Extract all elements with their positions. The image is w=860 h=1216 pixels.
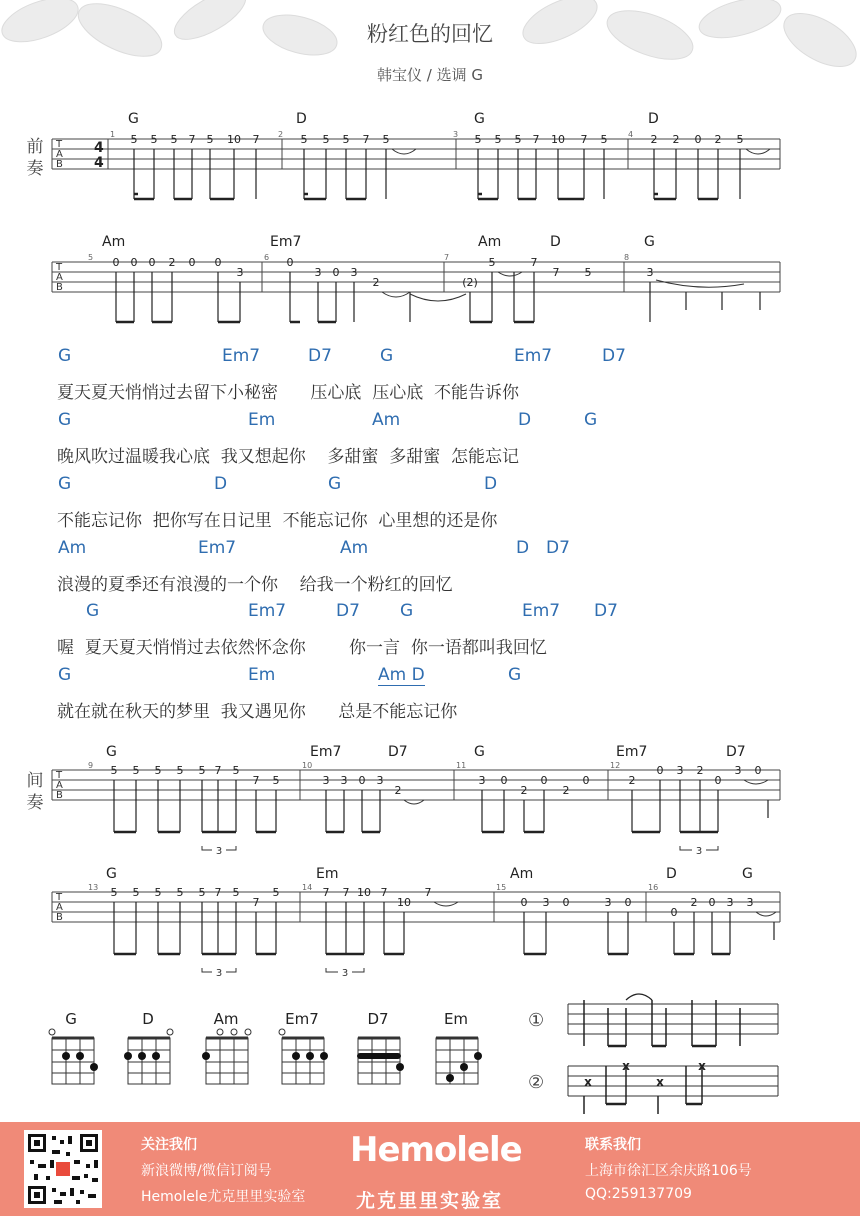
lyric-chord: D — [518, 410, 532, 430]
tab-note: 5 — [176, 886, 184, 899]
tab-note: 5 — [232, 764, 240, 777]
svg-text:A: A — [56, 272, 63, 283]
rhythm-pattern-label: ② — [528, 1072, 545, 1093]
chord-label: G — [474, 111, 485, 127]
tab-note: 0 — [562, 896, 570, 909]
tab-note: 2 — [168, 256, 176, 269]
tab-note: 0 — [670, 906, 678, 919]
tab-note: 5 — [198, 764, 206, 777]
chord-diagrams — [0, 1000, 520, 1100]
brand-subtitle: 尤克里里实验室 — [356, 1190, 504, 1212]
lyric-chord: Am — [58, 538, 87, 558]
tab-staff-row-1 — [0, 105, 860, 215]
lyric-chord: D7 — [308, 346, 332, 366]
svg-text:B: B — [56, 790, 63, 801]
tab-note: 0 — [358, 774, 366, 787]
measure-number: 2 — [278, 130, 284, 139]
header-decoration — [0, 0, 860, 110]
triplet-mark: 3 — [215, 968, 223, 978]
chord-label: D — [648, 111, 659, 127]
lyric-chord: D7 — [546, 538, 570, 558]
chord-label: D7 — [726, 744, 746, 760]
string-label-t: T — [56, 139, 63, 150]
lyric-chord: D — [214, 474, 228, 494]
tab-note: 3 — [676, 764, 684, 777]
lyric-chord: Am D — [378, 665, 425, 685]
triplet-mark: 3 — [695, 846, 703, 856]
chord-label: G — [106, 866, 117, 882]
tab-note: 0 — [540, 774, 548, 787]
lyric-chord-line — [0, 538, 860, 562]
tab-note: 7 — [322, 886, 330, 899]
lyric-line: 不能忘记你 把你写在日记里 不能忘记你 心里想的还是你 — [57, 511, 498, 531]
lyric-chord: Em7 — [222, 346, 261, 366]
string-label-a: A — [56, 149, 63, 160]
tab-note: 5 — [132, 886, 140, 899]
lyric-chord: Em7 — [198, 538, 237, 558]
tab-note: 0 — [112, 256, 120, 269]
tab-note: 2 — [672, 133, 680, 146]
tab-note: 5 — [272, 774, 280, 787]
lyric-chord: G — [58, 410, 72, 430]
chord-label: D7 — [388, 744, 408, 760]
chord-label: Am — [102, 234, 126, 250]
chord-label: D — [666, 866, 677, 882]
tab-note: 0 — [500, 774, 508, 787]
tab-note: 0 — [656, 764, 664, 777]
chord-label: Em7 — [616, 744, 648, 760]
lyric-chord: D7 — [602, 346, 626, 366]
tab-note: 5 — [130, 133, 138, 146]
tab-note: 5 — [110, 764, 118, 777]
lyric-chord: G — [400, 601, 414, 621]
chord-diagram-name: G — [65, 1010, 77, 1028]
contact-title: 联系我们 — [585, 1137, 641, 1153]
lyric-chord: G — [86, 601, 100, 621]
lyric-chord-line — [0, 410, 860, 434]
tab-note: 5 — [154, 886, 162, 899]
svg-text:x: x — [584, 1075, 592, 1089]
tab-note: 5 — [154, 764, 162, 777]
measure-number: 11 — [456, 761, 467, 770]
tab-note: 0 — [520, 896, 528, 909]
tab-note: 3 — [646, 266, 654, 279]
svg-text:x: x — [656, 1075, 664, 1089]
lyric-chord: D — [484, 474, 498, 494]
tab-note: 10 — [397, 896, 411, 909]
tab-note: 3 — [322, 774, 330, 787]
measure-number: 3 — [453, 130, 459, 139]
tab-staff-row-3 — [0, 736, 860, 856]
lyric-chord: Am — [372, 410, 401, 430]
tab-note: 0 — [332, 266, 340, 279]
lyric-chord: Em7 — [514, 346, 553, 366]
tab-note: 0 — [286, 256, 294, 269]
tab-note: 7 — [530, 256, 538, 269]
interlude-label: 间奏 — [26, 771, 44, 813]
tab-note: 5 — [494, 133, 502, 146]
tab-note: 0 — [754, 764, 762, 777]
svg-text:T: T — [56, 892, 63, 903]
chord-diagram-name: Em7 — [285, 1010, 319, 1028]
follow-title: 关注我们 — [141, 1137, 197, 1153]
tab-note: 5 — [584, 266, 592, 279]
footer — [0, 1122, 860, 1216]
chord-diagram-name: D7 — [367, 1010, 389, 1028]
chord-diagram-name: Am — [213, 1010, 239, 1028]
tab-note: 3 — [314, 266, 322, 279]
rhythm-patterns — [520, 990, 800, 1120]
tab-note: 5 — [110, 886, 118, 899]
lyric-chord: G — [380, 346, 394, 366]
tab-note: 2 — [690, 896, 698, 909]
tab-note: 0 — [624, 896, 632, 909]
chord-label: G — [644, 234, 655, 250]
tab-note: 2 — [696, 764, 704, 777]
tab-note: 0 — [188, 256, 196, 269]
chord-label: G — [128, 111, 139, 127]
string-label-b: B — [56, 159, 63, 170]
lyric-line: 晚风吹过温暖我心底 我又想起你 多甜蜜 多甜蜜 怎能忘记 — [57, 447, 520, 467]
chord-label: Em7 — [270, 234, 302, 250]
tab-note: 7 — [380, 886, 388, 899]
tab-note: 10 — [357, 886, 371, 899]
tab-note: 10 — [227, 133, 241, 146]
svg-text:B: B — [56, 912, 63, 923]
lyric-chord: G — [58, 474, 72, 494]
tab-note: 7 — [532, 133, 540, 146]
tab-note: 5 — [198, 886, 206, 899]
svg-text:A: A — [56, 902, 63, 913]
lyric-chord: Em — [248, 665, 276, 685]
tab-note: 5 — [300, 133, 308, 146]
triplet-mark: 3 — [341, 968, 349, 978]
measure-number: 1 — [110, 130, 116, 139]
tab-note: 3 — [340, 774, 348, 787]
tab-note: 7 — [214, 764, 222, 777]
lyric-chord: Em7 — [522, 601, 561, 621]
tab-note: (2) — [462, 276, 478, 289]
measure-number: 15 — [496, 883, 507, 892]
chord-label: G — [742, 866, 753, 882]
tab-note: 5 — [514, 133, 522, 146]
tab-note: 3 — [604, 896, 612, 909]
measure-number: 9 — [88, 761, 94, 770]
lyric-line: 夏天夏天悄悄过去留下小秘密 压心底 压心底 不能告诉你 — [57, 383, 520, 403]
tab-note: 5 — [600, 133, 608, 146]
tab-note: 2 — [520, 784, 528, 797]
tab-note: 5 — [232, 886, 240, 899]
lyric-chord: Em — [248, 410, 276, 430]
tab-note: 3 — [734, 764, 742, 777]
time-sig-bottom: 4 — [94, 155, 104, 171]
measure-number: 14 — [302, 883, 313, 892]
lyric-chord: D — [516, 538, 530, 558]
measure-number: 5 — [88, 253, 94, 262]
tab-note: 10 — [551, 133, 565, 146]
song-subtitle: 韩宝仪 / 选调 G — [377, 66, 483, 84]
tab-note: 3 — [236, 266, 244, 279]
tab-note: 5 — [150, 133, 158, 146]
lyric-chord: Em7 — [248, 601, 287, 621]
lyric-chord-line — [0, 665, 860, 689]
rhythm-pattern-label: ① — [528, 1010, 545, 1031]
triplet-mark: 3 — [215, 846, 223, 856]
tab-note: 5 — [474, 133, 482, 146]
lyric-chord: G — [584, 410, 598, 430]
svg-text:B: B — [56, 282, 63, 293]
tab-note: 5 — [322, 133, 330, 146]
chord-label: Am — [510, 866, 534, 882]
lyric-line: 就在就在秋天的梦里 我又遇见你 总是不能忘记你 — [57, 702, 458, 722]
chord-label: D — [550, 234, 561, 250]
song-title: 粉红色的回忆 — [367, 22, 493, 46]
tab-note: 7 — [252, 896, 260, 909]
svg-text:x: x — [622, 1059, 630, 1073]
tab-note: 3 — [478, 774, 486, 787]
tab-note: 0 — [582, 774, 590, 787]
lyric-chord: D7 — [336, 601, 360, 621]
chord-label: Em7 — [310, 744, 342, 760]
measure-number: 6 — [264, 253, 270, 262]
lyric-chord-line — [0, 346, 860, 370]
tab-note: 5 — [736, 133, 744, 146]
follow-line-2: Hemolele尤克里里实验室 — [141, 1189, 306, 1205]
measure-number: 13 — [88, 883, 99, 892]
tab-note: 5 — [206, 133, 214, 146]
tab-note: 0 — [130, 256, 138, 269]
tab-note: 7 — [362, 133, 370, 146]
tab-note: 2 — [628, 774, 636, 787]
tab-note: 3 — [376, 774, 384, 787]
lyric-chord: G — [58, 665, 72, 685]
lyric-chord-line — [0, 601, 860, 625]
svg-text:x: x — [698, 1059, 706, 1073]
tab-note: 2 — [650, 133, 658, 146]
svg-text:T: T — [56, 770, 63, 781]
chord-label: D — [296, 111, 307, 127]
tab-note: 2 — [394, 784, 402, 797]
qr-code[interactable] — [24, 1130, 102, 1208]
tab-note: 7 — [580, 133, 588, 146]
measure-number: 7 — [444, 253, 450, 262]
tab-note: 2 — [562, 784, 570, 797]
time-sig-top: 4 — [94, 140, 104, 156]
contact-address: 上海市徐汇区余庆路106号 — [585, 1163, 752, 1179]
lyric-chord: G — [58, 346, 72, 366]
tab-note: 3 — [350, 266, 358, 279]
tab-note: 0 — [148, 256, 156, 269]
lyric-chord-line — [0, 474, 860, 498]
chord-label: Am — [478, 234, 502, 250]
chord-diagram-name: Em — [443, 1010, 469, 1028]
tab-note: 7 — [214, 886, 222, 899]
intro-label: 前奏 — [26, 137, 44, 179]
tab-note: 7 — [252, 774, 260, 787]
tab-note: 7 — [552, 266, 560, 279]
tab-note: 5 — [488, 256, 496, 269]
tab-note: 5 — [176, 764, 184, 777]
tab-staff-row-2 — [0, 228, 860, 338]
contact-qq: QQ:259137709 — [585, 1186, 692, 1202]
lyric-chord: D7 — [594, 601, 618, 621]
tab-staff-row-4 — [0, 858, 860, 978]
tab-note: 7 — [252, 133, 260, 146]
lyric-chord: G — [508, 665, 522, 685]
measure-number: 16 — [648, 883, 659, 892]
lyric-line: 浪漫的夏季还有浪漫的一个你 给我一个粉红的回忆 — [57, 575, 453, 595]
tab-note: 3 — [726, 896, 734, 909]
tab-note: 0 — [694, 133, 702, 146]
follow-line-1: 新浪微博/微信订阅号 — [141, 1163, 272, 1179]
measure-number: 4 — [628, 130, 634, 139]
tab-note: 7 — [188, 133, 196, 146]
tab-note: 3 — [746, 896, 754, 909]
measure-number: 8 — [624, 253, 630, 262]
tab-note: 7 — [424, 886, 432, 899]
measure-number: 12 — [610, 761, 621, 770]
lyric-chord: G — [328, 474, 342, 494]
chord-diagram-name: D — [142, 1010, 154, 1028]
tab-note: 2 — [714, 133, 722, 146]
chord-label: G — [474, 744, 485, 760]
tab-note: 5 — [342, 133, 350, 146]
tab-note: 5 — [382, 133, 390, 146]
tab-note: 5 — [170, 133, 178, 146]
measure-number: 10 — [302, 761, 313, 770]
svg-text:A: A — [56, 780, 63, 791]
tab-note: 0 — [214, 256, 222, 269]
tab-note: 0 — [708, 896, 716, 909]
tab-note: 0 — [714, 774, 722, 787]
lyric-line: 喔 夏天夏天悄悄过去依然怀念你 你一言 你一语都叫我回忆 — [57, 638, 547, 658]
tab-note: 7 — [342, 886, 350, 899]
svg-text:T: T — [56, 262, 63, 273]
tab-note: 5 — [272, 886, 280, 899]
chord-label: G — [106, 744, 117, 760]
tab-note: 3 — [542, 896, 550, 909]
lyric-chord: Am — [340, 538, 369, 558]
brand-logo: Hemolele — [350, 1130, 522, 1170]
tab-note: 2 — [372, 276, 380, 289]
chord-label: Em — [316, 866, 339, 882]
tab-note: 5 — [132, 764, 140, 777]
